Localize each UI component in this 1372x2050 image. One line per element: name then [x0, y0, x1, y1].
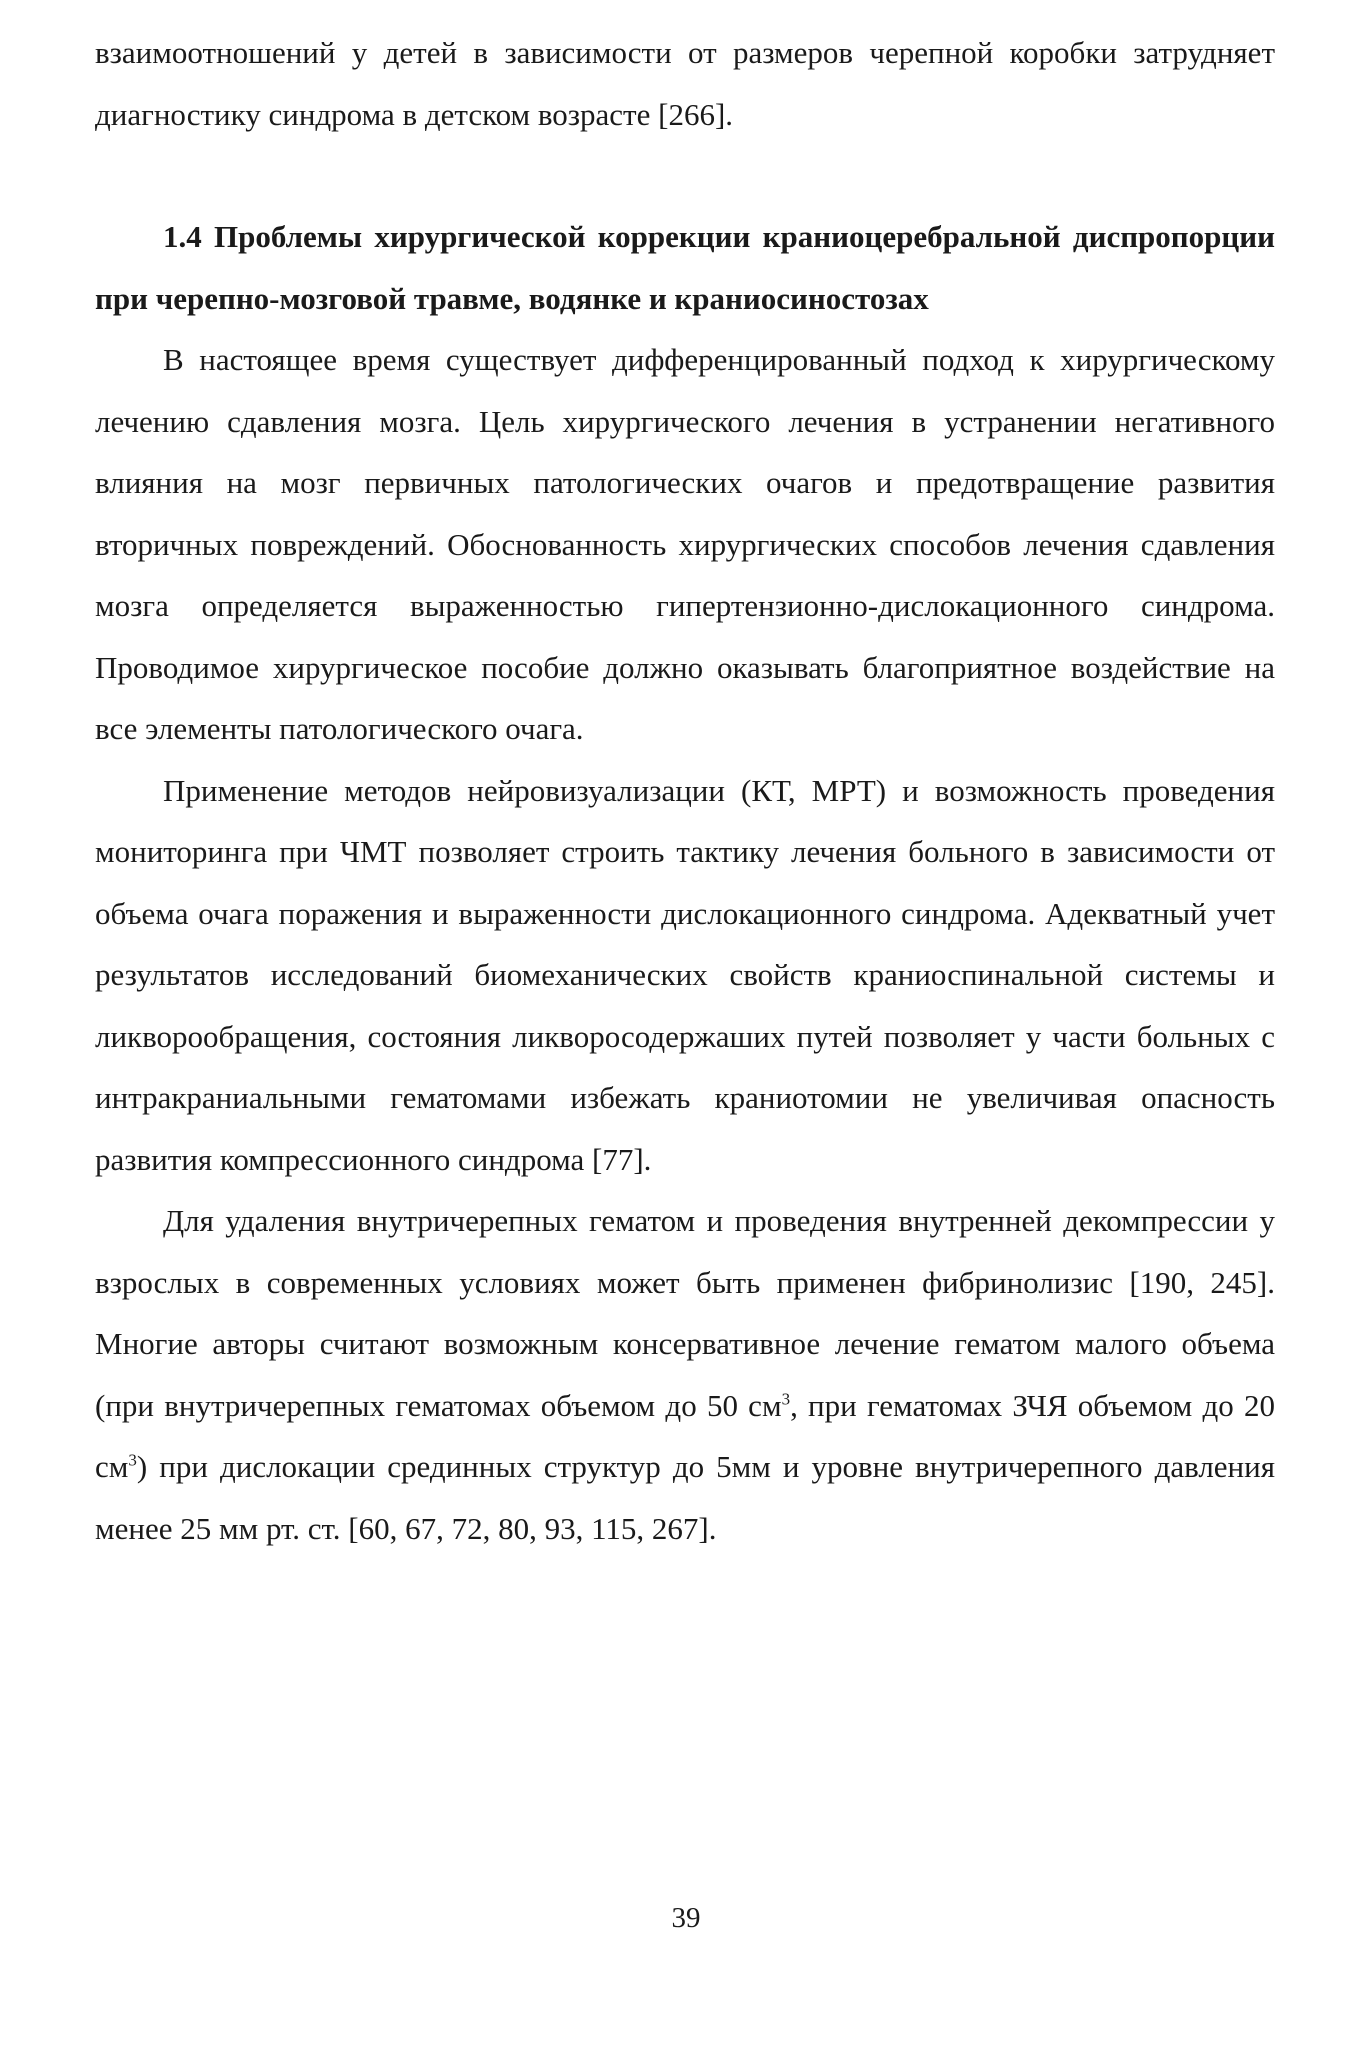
document-page: [95, 22, 1275, 1559]
continuation-paragraph: взаимоотношений у детей в зависимости от размеров черепной коробки затрудняет диагностику синдрома в детском возрасте [266].: [95, 35, 1275, 132]
paragraph-3-part-a: Для удаления внутричерепных гематом и проведения внутренней декомпрессии у взрослых в современных условиях может быть применен фибринолизис [190, 245]. Многие авторы считают возможным консервативное лечение гематом малого объема (при внутричерепных гематомах объемом до 50 см: [95, 1203, 1275, 1423]
superscript-cubic-1: 3: [781, 1389, 791, 1409]
paragraph-3-part-b: , при гематомах ЗЧЯ объемом до 20 см: [95, 1387, 1275, 1484]
paragraph-2: Применение методов нейровизуализации (КТ, МРТ) и возможность проведения мониторинга при ЧМТ позволяет строить тактику лечения больного в зависимости от объема очага поражения и выраженности дислокационного синдрома. Адекватный учет результатов исследований биомеханических свойств краниоспинальной системы и ликворообращения, состояния ликворосодержаших путей позволяет у части больных с интракраниальными гематомами избежать краниотомии не увеличивая опасность развития компрессионного синдрома [77].: [95, 772, 1275, 1177]
paragraph-1: В настоящее время существует дифференцированный подход к хирургическому лечению сдавления мозга. Цель хирургического лечения в устранении негативного влияния на мозг первичных патологических очагов и предотвращение развития вторичных повреждений. Обоснованность хирургических способов лечения сдавления мозга определяется выраженностью гипертензионно-дислокационного синдрома. Проводимое хирургическое пособие должно оказывать благоприятное воздействие на все элементы патологического очага.: [95, 342, 1275, 746]
paragraph-3-part-c: ) при дислокации срединных структур до 5мм и уровне внутричерепного давления менее 25 мм рт. ст. [60, 67, 72, 80, 93, 115, 267].: [95, 1449, 1275, 1546]
superscript-cubic-2: 3: [128, 1450, 137, 1470]
section-heading: 1.4 Проблемы хирургической коррекции краниоцеребральной диспропорции при черепно-мозговой травме, водянке и краниосиностозах: [95, 219, 1275, 316]
page-number: 39: [671, 1902, 701, 1934]
paragraph-3: [95, 1190, 1275, 1559]
